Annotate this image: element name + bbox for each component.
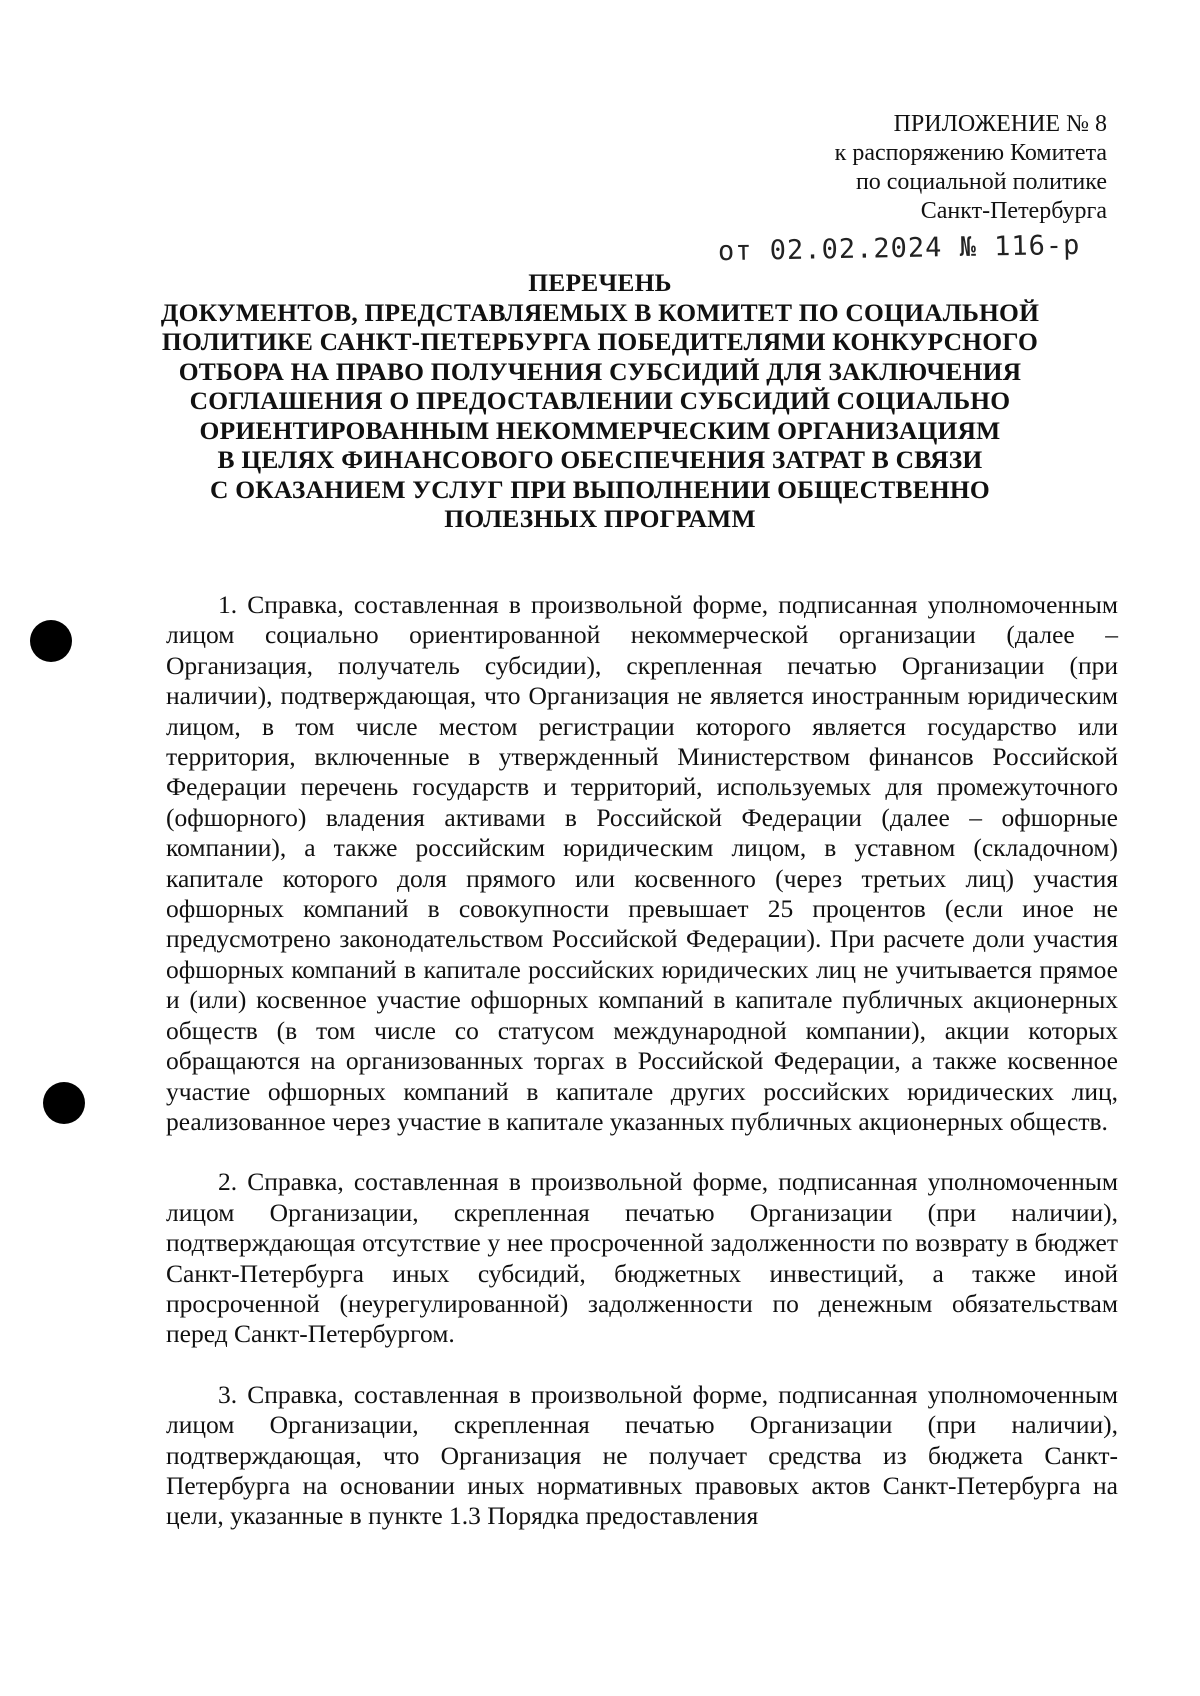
appendix-number: ПРИЛОЖЕНИЕ № 8 (893, 111, 1107, 137)
title-line: ДОКУМЕНТОВ, ПРЕДСТАВЛЯЕМЫХ В КОМИТЕТ ПО СОЦИАЛЬНОЙ (160, 297, 1040, 327)
title-line: ПОЛИТИКЕ САНКТ-ПЕТЕРБУРГА ПОБЕДИТЕЛЯМИ КОНКУРСНОГО (161, 327, 1039, 356)
punch-hole-top (30, 620, 72, 662)
paragraph-3: 3. Справка, составленная в произвольной форме, подписанная уполномоченным лицом Организации, скрепленная печатью Организации (при наличии), подтверждающая, что Организация не получает средства из бюджета Санкт-Петербурга на основании иных нормативных правовых актов Санкт-Петербурга на цели, указанные в пункте 1.3 Порядка предоставления (166, 1379, 1118, 1531)
document-title (120, 268, 1080, 534)
title-line: ОТБОРА НА ПРАВО ПОЛУЧЕНИЯ СУБСИДИЙ ДЛЯ ЗАКЛЮЧЕНИЯ (178, 356, 1022, 386)
title-line: ОРИЕНТИРОВАННЫМ НЕКОММЕРЧЕСКИМ ОРГАНИЗАЦИЯМ (199, 415, 1001, 445)
title-line: ПЕРЕЧЕНЬ (528, 268, 672, 297)
handwritten-date-number: от 02.02.2024 № 116-р (717, 229, 1081, 268)
appendix-ref-line-2: по социальной политике (855, 169, 1107, 195)
title-line: ПОЛЕЗНЫХ ПРОГРАММ (444, 504, 756, 533)
title-line: В ЦЕЛЯХ ФИНАНСОВОГО ОБЕСПЕЧЕНИЯ ЗАТРАТ В СВЯЗИ (217, 445, 983, 474)
paragraph-2: 2. Справка, составленная в произвольной форме, подписанная уполномоченным лицом Организации, скрепленная печатью Организации (при наличии), подтверждающая отсутствие у нее просроченной задолженности по возврату в бюджет Санкт-Петербурга иных субсидий, бюджетных инвестиций, а также иной просроченной (неурегулированной) задолженности по денежным обязательствам перед Санкт-Петербургом. (166, 1167, 1118, 1349)
paragraph-1: 1. Справка, составленная в произвольной форме, подписанная уполномоченным лицом социально ориентированной некоммерческой организации (далее – Организация, получатель субсидии), скрепленная печатью Организации (при наличии), подтверждающая, что Организация не является иностранным юридическим лицом, в том числе местом регистрации которого является государство или территория, включенные в утвержденный Министерством финансов Российской Федерации перечень государств и территорий, используемых для промежуточного (офшорного) владения активами в Российской Федерации (далее – офшорные компании), а также российским юридическим лицом, в уставном (складочном) капитале которого доля прямого или косвенного (через третьих лиц) участия офшорных компаний в совокупности превышает 25 процентов (если иное не предусмотрено законодательством Российской Федерации). При расчете доли участия офшорных компаний в капитале российских юридических лиц не учитывается прямое и (или) косвенное участие офшорных компаний в капитале публичных акционерных обществ (в том числе со статусом международной компании), акции которых обращаются на организованных торгах в Российской Федерации, а также косвенное участие офшорных компаний в капитале других российских юридических лиц, реализованное через участие в капитале указанных публичных акционерных обществ. (166, 590, 1118, 1136)
appendix-ref-line-1: к распоряжению Комитета (834, 140, 1107, 166)
punch-hole-bottom (43, 1082, 85, 1124)
appendix-header (835, 110, 1107, 226)
appendix-ref-line-3: Санкт-Петербурга (920, 198, 1107, 224)
title-line: СОГЛАШЕНИЯ О ПРЕДОСТАВЛЕНИИ СУБСИДИЙ СОЦИАЛЬНО (189, 386, 1011, 415)
title-line: С ОКАЗАНИЕМ УСЛУГ ПРИ ВЫПОЛНЕНИИ ОБЩЕСТВЕННО (210, 474, 990, 504)
document-body (166, 590, 1118, 1562)
